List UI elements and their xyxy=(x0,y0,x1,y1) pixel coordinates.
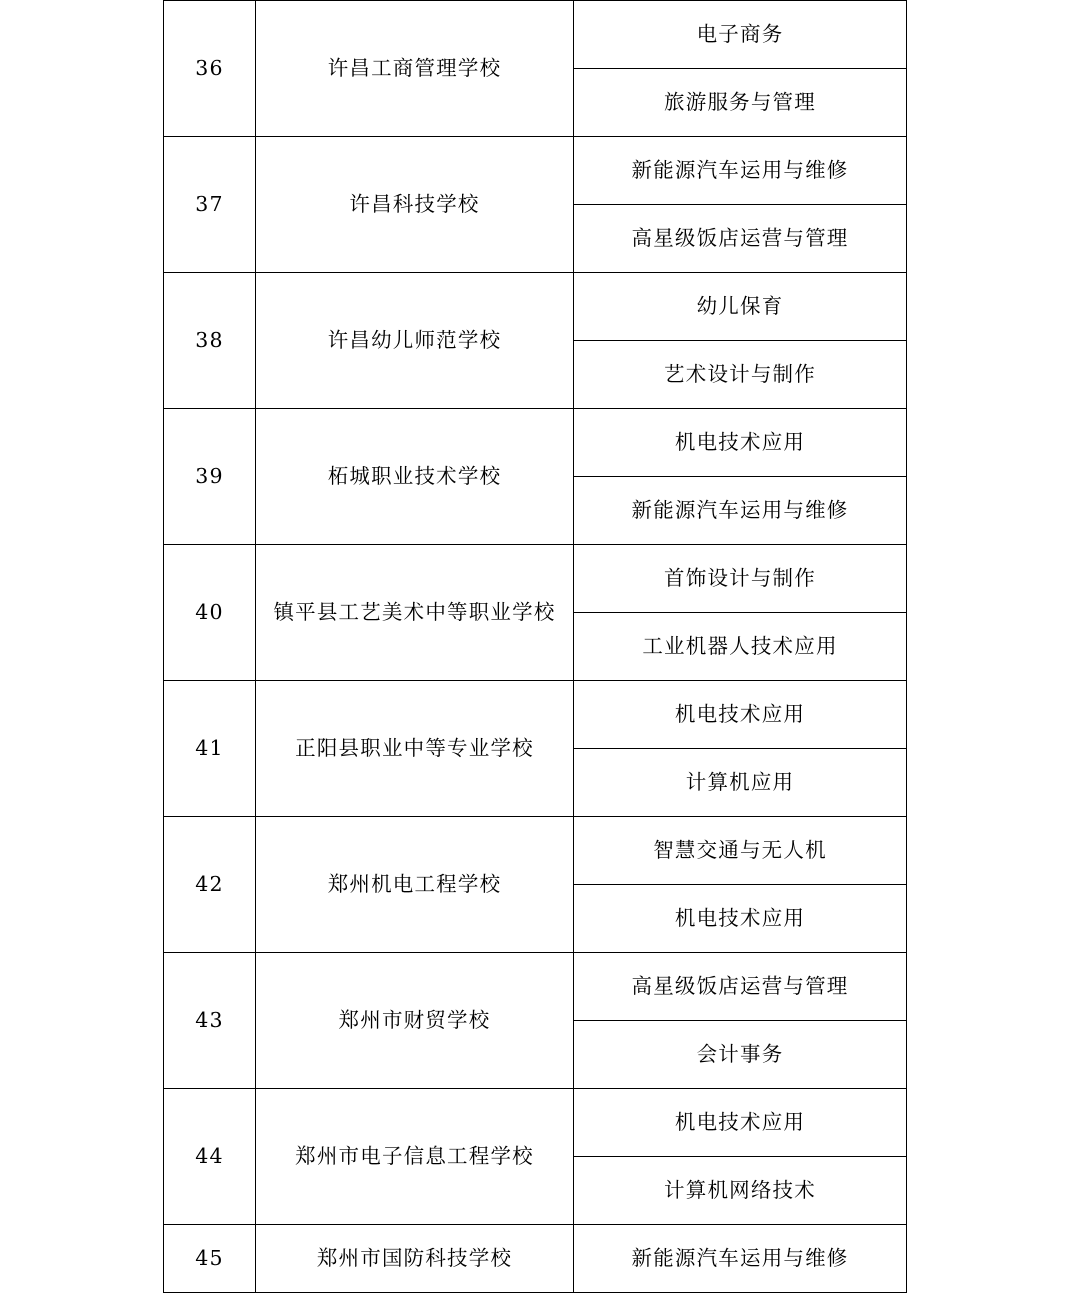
major-name: 新能源汽车运用与维修 xyxy=(574,1225,907,1293)
major-name: 电子商务 xyxy=(574,1,907,69)
school-name: 柘城职业技术学校 xyxy=(256,409,574,545)
row-index: 44 xyxy=(164,1089,256,1225)
major-name: 机电技术应用 xyxy=(574,681,907,749)
table-row xyxy=(164,817,907,885)
table-row xyxy=(164,681,907,749)
school-name: 郑州市电子信息工程学校 xyxy=(256,1089,574,1225)
row-index: 39 xyxy=(164,409,256,545)
school-name: 郑州市财贸学校 xyxy=(256,953,574,1089)
row-index: 43 xyxy=(164,953,256,1089)
major-name: 会计事务 xyxy=(574,1021,907,1089)
major-name: 智慧交通与无人机 xyxy=(574,817,907,885)
major-name: 机电技术应用 xyxy=(574,1089,907,1157)
school-name: 正阳县职业中等专业学校 xyxy=(256,681,574,817)
major-name: 高星级饭店运营与管理 xyxy=(574,953,907,1021)
major-name: 首饰设计与制作 xyxy=(574,545,907,613)
major-name: 机电技术应用 xyxy=(574,885,907,953)
table-row xyxy=(164,1089,907,1157)
row-index: 37 xyxy=(164,137,256,273)
row-index: 40 xyxy=(164,545,256,681)
table-body xyxy=(164,1,907,1293)
school-name: 许昌幼儿师范学校 xyxy=(256,273,574,409)
table-row xyxy=(164,1225,907,1293)
major-name: 高星级饭店运营与管理 xyxy=(574,205,907,273)
table-row xyxy=(164,953,907,1021)
table-row xyxy=(164,137,907,205)
major-name: 机电技术应用 xyxy=(574,409,907,477)
school-name: 郑州市国防科技学校 xyxy=(256,1225,574,1293)
row-index: 45 xyxy=(164,1225,256,1293)
major-name: 旅游服务与管理 xyxy=(574,69,907,137)
major-name: 计算机网络技术 xyxy=(574,1157,907,1225)
row-index: 36 xyxy=(164,1,256,137)
major-name: 工业机器人技术应用 xyxy=(574,613,907,681)
row-index: 41 xyxy=(164,681,256,817)
school-major-table xyxy=(163,0,907,1293)
row-index: 42 xyxy=(164,817,256,953)
major-name: 计算机应用 xyxy=(574,749,907,817)
major-name: 新能源汽车运用与维修 xyxy=(574,477,907,545)
major-name: 艺术设计与制作 xyxy=(574,341,907,409)
school-name: 郑州机电工程学校 xyxy=(256,817,574,953)
table-row xyxy=(164,409,907,477)
school-name: 许昌工商管理学校 xyxy=(256,1,574,137)
school-name: 许昌科技学校 xyxy=(256,137,574,273)
major-name: 幼儿保育 xyxy=(574,273,907,341)
row-index: 38 xyxy=(164,273,256,409)
school-name: 镇平县工艺美术中等职业学校 xyxy=(256,545,574,681)
table-row xyxy=(164,273,907,341)
major-name: 新能源汽车运用与维修 xyxy=(574,137,907,205)
table-row xyxy=(164,1,907,69)
table-row xyxy=(164,545,907,613)
